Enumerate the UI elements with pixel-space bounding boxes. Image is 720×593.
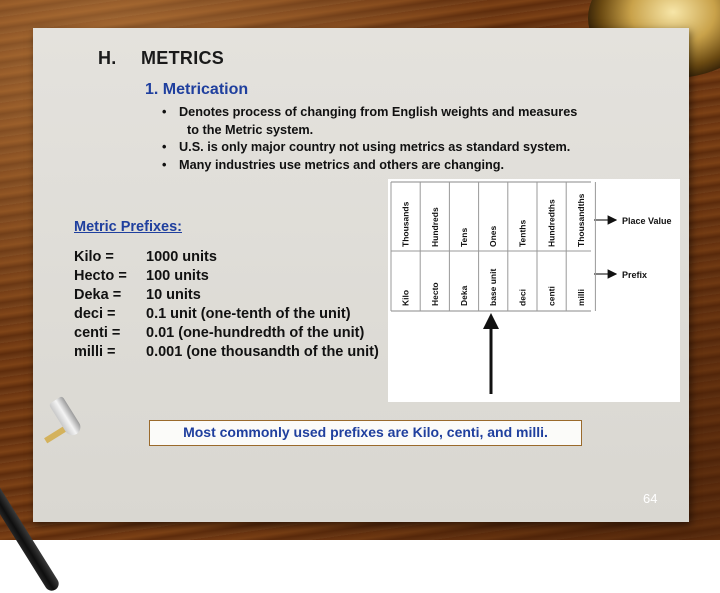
prefix-column-label: milli: [575, 288, 586, 306]
prefix-column-label: Hecto: [429, 282, 440, 306]
prefix-column-label: deci: [517, 288, 528, 306]
bullet-list: [162, 104, 632, 174]
bullet-text-continued: to the Metric system.: [187, 122, 314, 137]
bullet-item: [162, 139, 632, 157]
prefix-abbr: Kilo =: [74, 248, 114, 265]
prefix-row: [74, 342, 379, 361]
place-value-diagram: [388, 179, 680, 402]
bullet-text: U.S. is only major country not using metrics as standard system.: [179, 140, 571, 154]
prefix-table: [74, 247, 379, 361]
prefix-value: 1000 units: [146, 248, 217, 265]
page-number: 64: [643, 491, 658, 506]
place-value-chart: [388, 179, 680, 402]
prefix-column-label: Kilo: [400, 289, 411, 306]
section-title: [98, 48, 224, 69]
place-value-column-label: Thousands: [400, 201, 411, 247]
prefixes-heading: Metric Prefixes:: [74, 219, 182, 235]
place-value-column-label: Hundreds: [429, 207, 440, 247]
bullet-item: [162, 104, 632, 139]
place-value-column-label: Thousandths: [575, 193, 586, 247]
prefix-value: 10 units: [146, 286, 201, 303]
prefix-abbr: Deka =: [74, 286, 122, 303]
prefix-row: [74, 285, 379, 304]
bullet-item: [162, 157, 632, 175]
place-value-column-label: Tens: [459, 227, 469, 247]
bullet-text: Denotes process of changing from English weights and measures: [179, 105, 578, 119]
prefix-abbr: deci =: [74, 305, 116, 322]
place-value-label: Place Value: [622, 216, 672, 226]
prefix-abbr: Hecto =: [74, 267, 127, 284]
prefix-abbr: milli =: [74, 343, 116, 360]
prefix-value: 0.001 (one thousandth of the unit): [146, 343, 379, 360]
prefix-value: 100 units: [146, 267, 209, 284]
section-title-text: METRICS: [141, 48, 225, 68]
prefix-row: [74, 323, 379, 342]
prefix-abbr: centi =: [74, 324, 121, 341]
place-value-column-label: Tenths: [517, 219, 528, 247]
prefix-column-label: Deka: [459, 285, 469, 306]
prefix-value: 0.1 unit (one-tenth of the unit): [146, 305, 351, 322]
place-value-column-label: Ones: [488, 225, 499, 247]
place-value-column-label: Hundredths: [546, 199, 557, 247]
prefix-label: Prefix: [622, 270, 648, 280]
prefix-row: [74, 247, 379, 266]
prefix-row: [74, 266, 379, 285]
prefix-value: 0.01 (one-hundredth of the unit): [146, 324, 365, 341]
note-box: Most commonly used prefixes are Kilo, centi, and milli.: [149, 420, 582, 446]
bullet-text: Many industries use metrics and others are changing.: [179, 157, 505, 172]
section-number: H.: [98, 48, 117, 68]
arrow-up-icon: [483, 313, 499, 329]
prefix-row: [74, 304, 379, 323]
subsection-title: 1. Metrication: [145, 81, 249, 98]
prefix-column-label: base unit: [488, 268, 499, 306]
prefix-column-label: centi: [546, 286, 557, 306]
